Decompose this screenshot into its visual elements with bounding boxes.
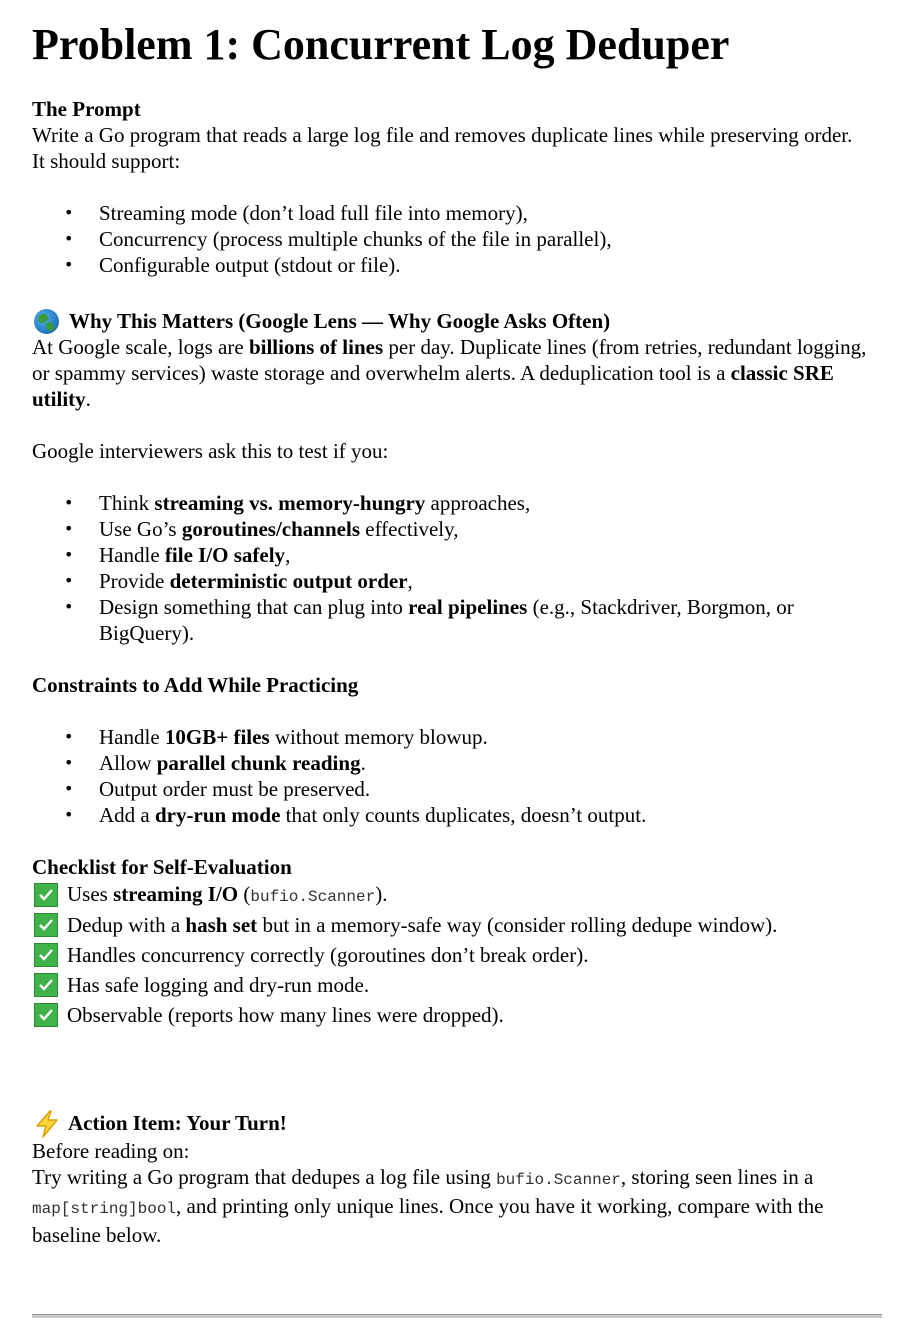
check-mark-icon — [34, 883, 58, 907]
action-paragraph: Try writing a Go program that dedupes a log file using bufio.Scanner, storing seen lines in a map[string]bool, and printing only unique lines. Once you have it working, compare with the baseline below. — [32, 1165, 824, 1247]
list-item: • Handle 10GB+ files without memory blowup. — [99, 724, 882, 750]
checklist-heading: Checklist for Self-Evaluation — [32, 855, 292, 879]
globe-icon — [34, 309, 59, 334]
prompt-support-text: It should support: — [32, 149, 181, 173]
check-mark-icon — [34, 973, 58, 997]
prompt-text: Write a Go program that reads a large log file and removes duplicate lines while preserving order. — [32, 123, 853, 147]
check-mark-icon — [34, 913, 58, 937]
lightning-icon — [34, 1110, 60, 1138]
list-item: • Use Go’s goroutines/channels effectively, — [99, 516, 882, 542]
action-intro-text: Before reading on: — [32, 1139, 190, 1163]
checklist-item: Handles concurrency correctly (goroutines don’t break order). — [32, 940, 882, 970]
check-mark-icon — [34, 943, 58, 967]
list-item: • Configurable output (stdout or file). — [99, 252, 882, 278]
prompt-bullet-list — [32, 200, 882, 278]
list-item: • Design something that can plug into real pipelines (e.g., Stackdriver, Borgmon, or BigQuery). — [99, 594, 882, 646]
why-paragraph: At Google scale, logs are billions of lines per day. Duplicate lines (from retries, redundant logging, or spammy services) waste storage and overwhelm alerts. A deduplication tool is a classic SRE utility. — [32, 335, 867, 411]
constraints-heading: Constraints to Add While Practicing — [32, 673, 359, 697]
list-item: • Think streaming vs. memory-hungry approaches, — [99, 490, 882, 516]
prompt-heading: The Prompt — [32, 97, 141, 121]
why-intro-text: Google interviewers ask this to test if you: — [32, 439, 389, 463]
checklist-item: Has safe logging and dry-run mode. — [32, 970, 882, 1000]
horizontal-divider — [32, 1314, 882, 1318]
checklist-item: Uses streaming I/O (bufio.Scanner). — [32, 880, 882, 910]
why-bullet-list — [32, 490, 882, 646]
list-item: • Handle file I/O safely, — [99, 542, 882, 568]
list-item: • Concurrency (process multiple chunks of the file in parallel), — [99, 226, 882, 252]
checklist-item: Dedup with a hash set but in a memory-safe way (consider rolling dedupe window). — [32, 910, 882, 940]
list-item: • Provide deterministic output order, — [99, 568, 882, 594]
constraints-bullet-list — [32, 724, 882, 828]
action-heading-row — [32, 1110, 882, 1138]
list-item: • Streaming mode (don’t load full file into memory), — [99, 200, 882, 226]
list-item: • Add a dry-run mode that only counts duplicates, doesn’t output. — [99, 802, 882, 828]
check-mark-icon — [34, 1003, 58, 1027]
page-title: Problem 1: Concurrent Log Deduper — [32, 20, 730, 69]
checklist-item: Observable (reports how many lines were dropped). — [32, 1000, 882, 1030]
action-heading: Action Item: Your Turn! — [68, 1111, 287, 1135]
why-heading: Why This Matters (Google Lens — Why Google Asks Often) — [69, 309, 611, 333]
why-heading-row — [32, 308, 882, 334]
list-item: • Allow parallel chunk reading. — [99, 750, 882, 776]
document-page — [32, 20, 882, 1248]
list-item: • Output order must be preserved. — [99, 776, 882, 802]
